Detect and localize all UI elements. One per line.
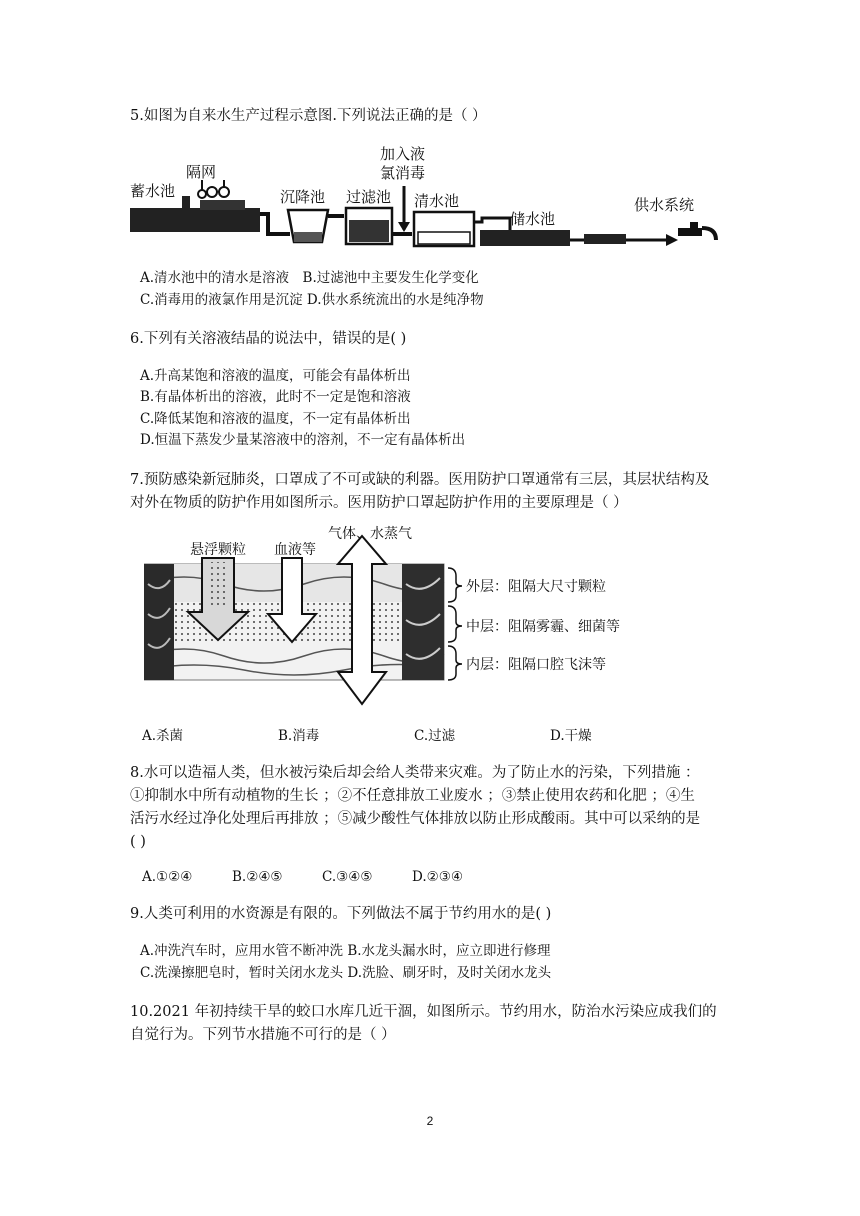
q7-stem-line-1: 7.预防感染新冠肺炎，口罩成了不可或缺的利器。医用防护口罩通常有三层，其层状结构及	[130, 472, 710, 488]
q6-stem: 6.下列有关溶液结晶的说法中，错误的是( )	[130, 331, 407, 347]
chlorine-label-1: 加入液	[380, 145, 426, 163]
mask-layers-figure	[144, 524, 664, 710]
q9-option-ab: A.冲洗汽车时，应用水管不断冲洗 B.水龙头漏水时，应立即进行修理	[140, 943, 551, 959]
q7-option-a: A.杀菌	[142, 728, 184, 744]
q8-option-d: D.②③④	[412, 869, 463, 885]
particles-label: 悬浮颗粒	[190, 542, 246, 558]
q5-stem: 5.如图为自来水生产过程示意图.下列说法正确的是（ ）	[130, 108, 487, 124]
q10-stem-line-1: 10.2021 年初持续干旱的蛟口水库几近干涸，如图所示。节约用水，防治水污染应成我们的	[130, 1004, 717, 1020]
page-number: 2	[426, 1114, 434, 1128]
inner-layer-label: 内层：阻隔口腔飞沫等	[466, 657, 606, 673]
outer-layer-label: 外层：阻隔大尺寸颗粒	[466, 579, 606, 595]
screen-label: 隔网	[186, 163, 217, 181]
settling-tank-label: 沉降池	[280, 188, 326, 206]
reservoir-label: 蓄水池	[130, 182, 176, 200]
clear-tank-label: 清水池	[414, 192, 460, 210]
q8-stem-line-3: 活污水经过净化处理后再排放 ；⑤减少酸性气体排放以防止形成酸雨。其中可以采纳的是	[130, 811, 701, 827]
filter-tank-label: 过滤池	[346, 188, 392, 206]
q9-option-cd: C.洗澡擦肥皂时，暂时关闭水龙头 D.洗脸、刷牙时，及时关闭水龙头	[140, 965, 552, 981]
q6-option-c: C.降低某饱和溶液的温度，不一定有晶体析出	[140, 411, 411, 427]
water-treatment-figure	[130, 142, 730, 248]
supply-system-label: 供水系统	[634, 196, 695, 214]
q8-stem-line-4: ( )	[130, 834, 146, 850]
q10-stem-line-2: 自觉行为。下列节水措施不可行的是（ ）	[130, 1027, 396, 1043]
q8-stem-line-1: 8.水可以造福人类，但水被污染后却会给人类带来灾难。为了防止水的污染，下列措施 ：	[130, 765, 700, 781]
q7-option-d: D.干燥	[550, 728, 592, 744]
q8-option-b: B.②④⑤	[232, 869, 283, 885]
q5-option-ab: A.清水池中的清水是溶液 B.过滤池中主要发生化学变化	[140, 270, 479, 286]
gas-label: 气体、水蒸气	[328, 526, 412, 542]
chlorine-label-2: 氯消毒	[380, 164, 426, 182]
q6-option-a: A.升高某饱和溶液的温度，可能会有晶体析出	[140, 368, 411, 384]
q8-stem-line-2: ①抑制水中所有动植物的生长 ；②不任意排放工业废水 ；③禁止使用农药和化肥 ；④生	[130, 788, 695, 804]
q6-option-d: D.恒温下蒸发少量某溶液中的溶剂，不一定有晶体析出	[140, 432, 466, 448]
storage-tank-label: 储水池	[510, 210, 556, 228]
q9-stem: 9.人类可利用的水资源是有限的。下列做法不属于节约用水的是( )	[130, 906, 552, 922]
q8-option-c: C.③④⑤	[322, 869, 373, 885]
q7-stem-line-2: 对外在物质的防护作用如图所示。医用防护口罩起防护作用的主要原理是（ ）	[130, 495, 628, 511]
q7-option-c: C.过滤	[414, 728, 456, 744]
blood-label: 血液等	[274, 542, 316, 558]
q6-option-b: B.有晶体析出的溶液，此时不一定是饱和溶液	[140, 389, 411, 405]
middle-layer-label: 中层：阻隔雾霾、细菌等	[466, 619, 620, 635]
q8-option-a: A.①②④	[142, 869, 193, 885]
q5-option-cd: C.消毒用的液氯作用是沉淀 D.供水系统流出的水是纯净物	[140, 292, 484, 308]
q7-option-b: B.消毒	[278, 728, 320, 744]
